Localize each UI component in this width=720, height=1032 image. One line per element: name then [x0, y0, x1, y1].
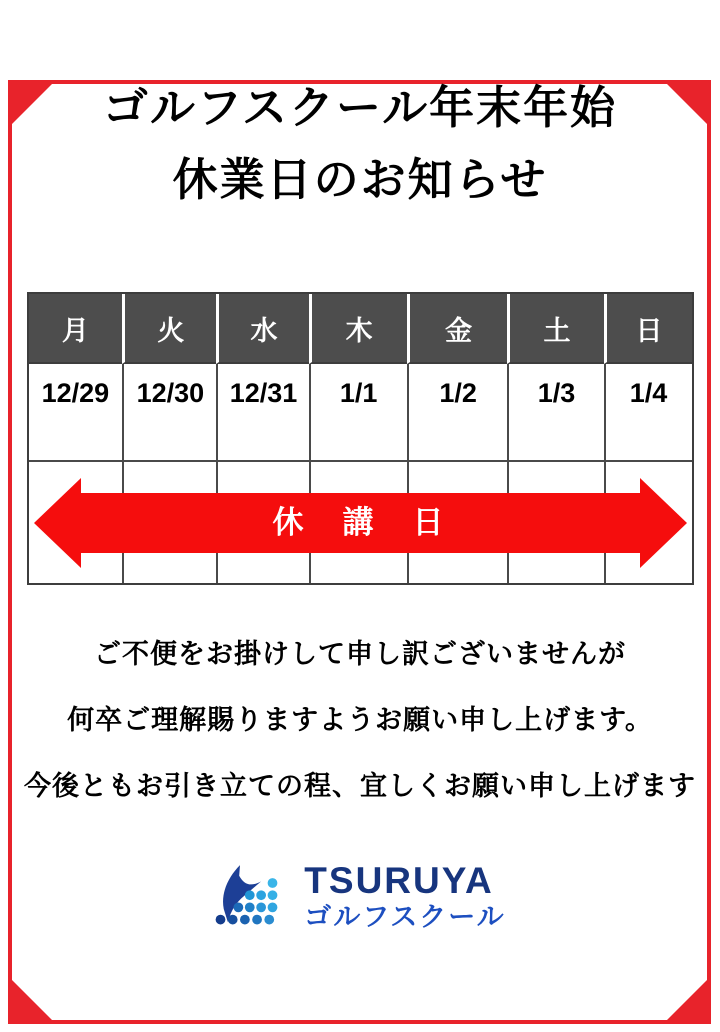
notice-line2: 何卒ご理解賜りますようお願い申し上げます。: [67, 705, 653, 735]
page-title-line2: 休業日のお知らせ: [172, 155, 548, 205]
date-cell-0102: 1/2: [407, 364, 508, 462]
date-cell-1229: 12/29: [29, 364, 123, 462]
arrow-left-head-icon: [34, 478, 81, 568]
weekday-header-sat: 土: [507, 294, 603, 364]
arrow-shaft: [81, 493, 640, 553]
tsuruya-logo: [0, 859, 720, 933]
weekday-header-thu: 木: [309, 294, 407, 364]
page-title: [0, 72, 720, 216]
logo-subtitle: ゴルフスクール: [304, 901, 506, 932]
weekday-header-row: [29, 294, 692, 364]
date-cell-0103: 1/3: [507, 364, 603, 462]
closed-days-label: 休 講 日: [272, 505, 448, 540]
holiday-calendar-table: [27, 292, 694, 585]
crane-logo-icon: [214, 859, 292, 933]
logo-text-block: [304, 859, 506, 932]
weekday-header-mon: 月: [29, 294, 123, 364]
date-cell-1230: 12/30: [122, 364, 216, 462]
date-row: [29, 364, 692, 462]
weekday-header-sun: 日: [604, 294, 692, 364]
poster-content: [0, 72, 720, 1032]
weekday-header-wed: 水: [216, 294, 308, 364]
notice-line1: ご不便をお掛けして申し訳ございませんが: [94, 639, 626, 669]
notice-line3: 今後ともお引き立ての程、宜しくお願い申し上げます: [24, 771, 696, 801]
logo-brand-name: TSURUYA: [304, 859, 494, 901]
date-cell-1231: 12/31: [216, 364, 308, 462]
date-cell-0101: 1/1: [309, 364, 407, 462]
date-cell-0104: 1/4: [604, 364, 692, 462]
closed-days-arrow: [34, 462, 687, 583]
weekday-header-fri: 金: [407, 294, 508, 364]
arrow-right-head-icon: [640, 478, 687, 568]
apology-notice: [0, 621, 720, 819]
weekday-header-tue: 火: [122, 294, 216, 364]
page-title-line1: ゴルフスクール年末年始: [102, 83, 618, 133]
